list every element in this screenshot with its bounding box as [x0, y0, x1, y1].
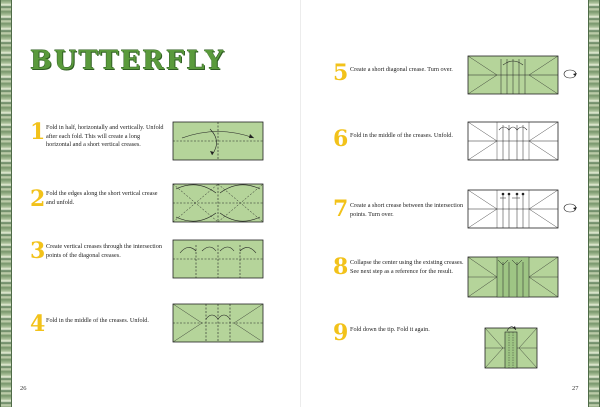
diagram-step-9	[483, 322, 541, 370]
step-number: 9	[333, 320, 349, 346]
step-text: Create a short crease between the intersection points. Turn over.	[350, 202, 464, 218]
step-text: Collapse the center using the existing creases. See next step as a reference for the result.	[350, 259, 464, 275]
diagram-step-3	[172, 239, 264, 279]
step-number: 6	[333, 126, 349, 152]
step-number: 1	[30, 119, 46, 145]
diagram-step-1	[172, 121, 264, 161]
diagram-step-2	[172, 183, 264, 223]
right-border	[588, 0, 600, 407]
diagram-step-8	[467, 256, 559, 298]
step-number: 3	[30, 238, 46, 264]
step-number: 7	[333, 196, 349, 222]
turn-over-icon	[562, 202, 578, 214]
step-text: Fold in the middle of the creases. Unfold.	[46, 317, 149, 324]
step-text: Fold the edges along the short vertical crease and unfold.	[46, 190, 158, 206]
page-title: BUTTERFLY	[30, 46, 226, 76]
diagram-step-6	[467, 121, 559, 161]
step-text: Fold in the middle of the creases. Unfold.	[350, 132, 453, 139]
step-number: 8	[333, 254, 349, 280]
step-text: Fold in half, horizontally and vertically. Unfold after each fold. This will create a long horizontal and a short vertical creases.	[46, 124, 164, 148]
step-text: Create vertical creases through the intersection points of the diagonal creases.	[46, 243, 162, 259]
page-number-left: 26	[20, 385, 27, 392]
step-number: 4	[30, 311, 46, 337]
diagram-step-5	[467, 55, 559, 95]
left-border	[0, 0, 12, 407]
step-number: 5	[333, 60, 349, 86]
step-text: Fold down the tip. Fold it again.	[350, 326, 430, 333]
diagram-step-4	[172, 303, 264, 343]
step-text: Create a short diagonal crease. Turn over.	[350, 66, 453, 73]
diagram-step-7	[467, 189, 559, 229]
page-number-right: 27	[572, 385, 579, 392]
page-spine	[300, 0, 301, 407]
turn-over-icon	[562, 68, 578, 80]
step-number: 2	[30, 186, 46, 212]
